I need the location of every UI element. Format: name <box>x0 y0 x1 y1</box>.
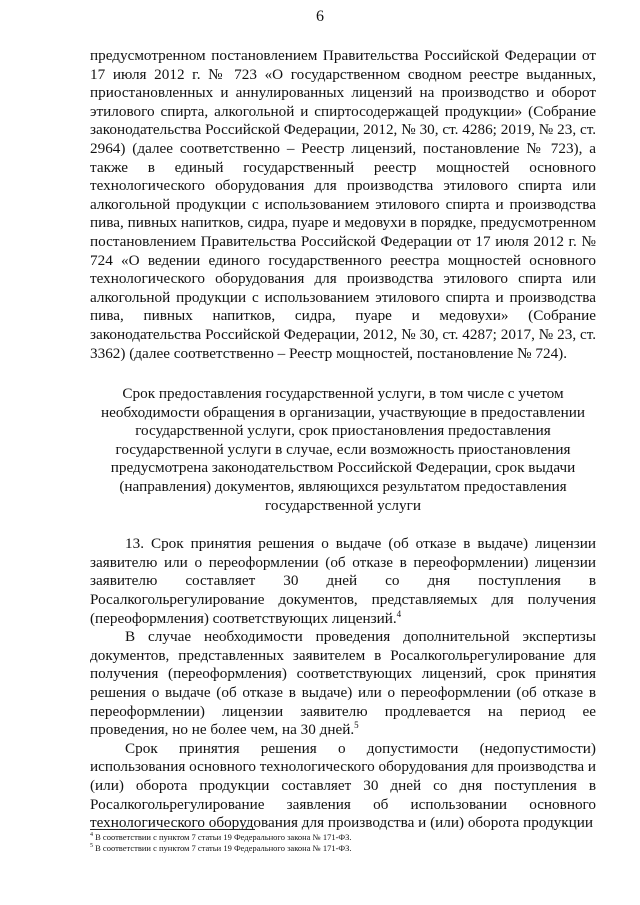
footnote-number: 5 <box>90 843 93 850</box>
footnote-number: 4 <box>90 832 93 839</box>
section-heading: Срок предоставления государственной услуги, в том числе с учетом необходимости обращения в организации, участвующие в предоставлении государственной услуги, срок приостановления предоставления государственной услуги в случае, если возможность приостановления предусмотрена законодательством Российской Федерации, срок выдачи (направления) документов, являющихся результатом предоставления государственной услуги <box>101 385 585 514</box>
paragraph-13 <box>90 535 596 628</box>
page-number: 6 <box>316 8 324 25</box>
paragraph-expertise-text: В случае необходимости проведения дополнительной экспертизы документов, представленных заявителем в Росалкогольрегулирование для получения (переоформления) соответствующих лицензий, срок принятия решения о выдаче (об отказе в выдаче) или о переоформлении (об отказе в переоформлении) лицензии заявителю продлевается на период ее проведения, но не более чем, на 30 дней. <box>90 628 596 739</box>
footnote-4 <box>90 832 596 843</box>
paragraph-13-text: 13. Срок принятия решения о выдаче (об отказе в выдаче) лицензии заявителю или о переоформлении (об отказе в переоформлении) лицензии заявителю составляет 30 дней со дня поступления в Росалкогольрегулирование документов, представляемых для получения (переоформления) соответствующих лицензий. <box>90 535 596 627</box>
footnote-text: В соответствии с пунктом 7 статьи 19 Федерального закона № 171-ФЗ. <box>93 832 352 842</box>
paragraph-registry: предусмотренном постановлением Правительства Российской Федерации от 17 июля 2012 г. № 723 «О государственном сводном реестре выданных, приостановленных и аннулированных лицензий на производство и оборот этилового спирта, алкогольной и спиртосодержащей продукции» (Собрание законодательства Российской Федерации, 2012, № 30, ст. 4286; 2019, № 23, ст. 2964) (далее соответственно – Реестр лицензий, постановление № 723), а также в единый государственный реестр мощностей основного технологического оборудования для производства этилового спирта или алкогольной продукции с использованием этилового спирта и производства пива, пивных напитков, сидра, пуаре и медовухи в порядке, предусмотренном постановлением Правительства Российской Федерации от 17 июля 2012 г. № 724 «О ведении единого государственного реестра мощностей основного технологического оборудования для производства этилового спирта или алкогольной продукции с использованием этилового спирта и производства пива, пивных напитков, сидра, пуаре и медовухи» (Собрание законодательства Российской Федерации, 2012, № 30, ст. 4287; 2017, № 23, ст. 3362) (далее соответственно – Реестр мощностей, постановление № 724). <box>90 47 596 362</box>
paragraph-expertise <box>90 628 596 740</box>
footnote-ref-5: 5 <box>354 720 359 731</box>
footnote-text: В соответствии с пунктом 7 статьи 19 Федерального закона № 171-ФЗ. <box>93 843 352 853</box>
document-body <box>90 47 596 833</box>
footnotes <box>90 832 596 854</box>
footnote-5 <box>90 843 596 854</box>
footnote-separator <box>90 829 255 830</box>
footnote-ref-4: 4 <box>396 608 402 619</box>
paragraph-equipment: Срок принятия решения о допустимости (недопустимости) использования основного технологического оборудования для производства и (или) оборота продукции составляет 30 дней со дня поступления в Росалкогольрегулирование заявления об использовании основного технологического оборудования для производства и (или) оборота продукции <box>90 739 596 832</box>
